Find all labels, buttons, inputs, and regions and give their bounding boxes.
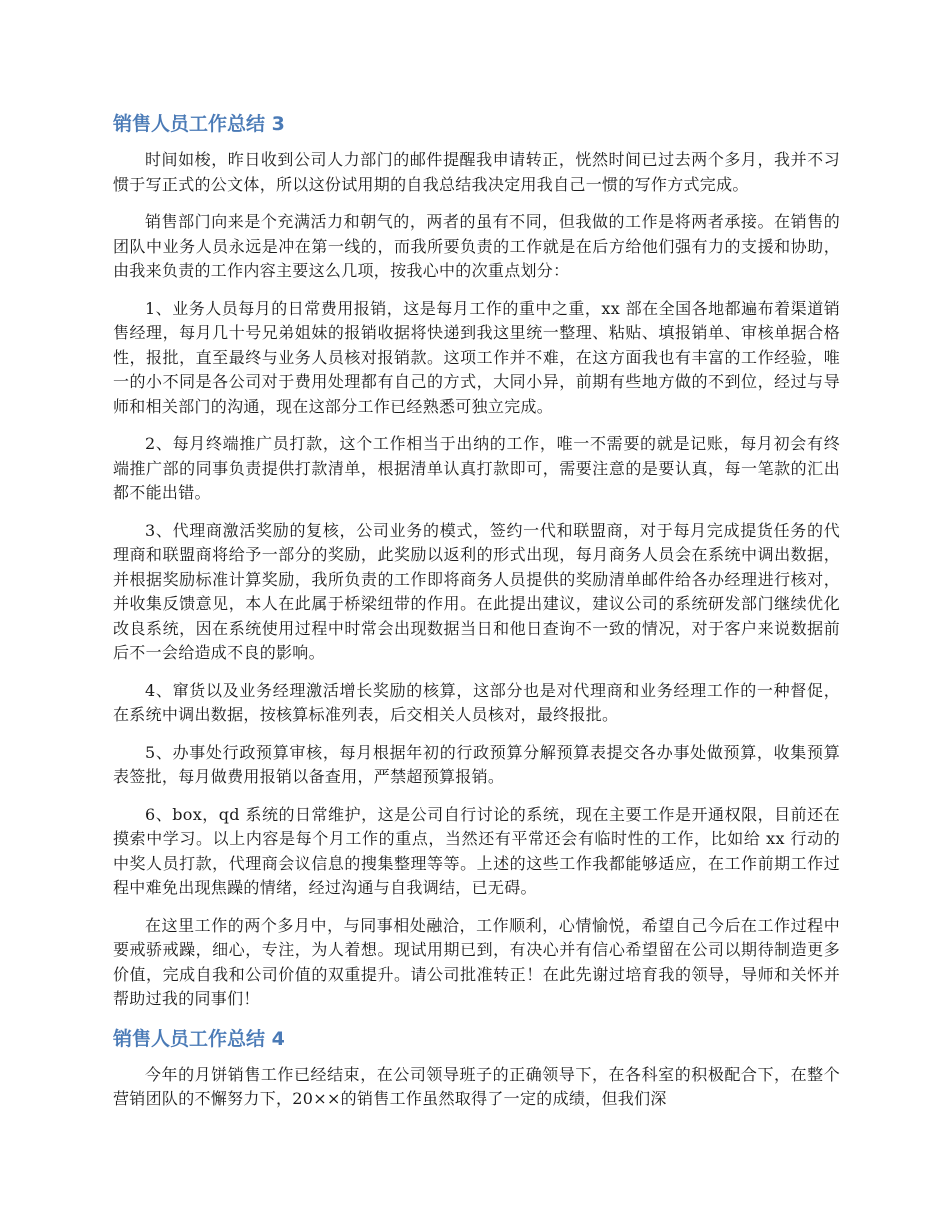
section-title: 销售人员工作总结 3	[113, 113, 285, 135]
paragraph: 4、窜货以及业务经理激活增长奖励的核算，这部分也是对代理商和业务经理工作的一种督促，在系统中调出数据，按核算标准列表，后交相关人员核对，最终报批。	[113, 680, 840, 724]
paragraph: 5、办事处行政预算审核，每月根据年初的行政预算分解预算表提交各办事处做预算，收集预算表签批，每月做费用报销以备查用，严禁超预算报销。	[113, 742, 840, 786]
paragraph: 在这里工作的两个多月中，与同事相处融洽，工作顺利，心情愉悦，希望自己今后在工作过程中要戒骄戒躁，细心，专注，为人着想。现试用期已到，有决心并有信心希望留在公司以期待制造更多价值，完成自我和公司价值的双重提升。请公司批准转正！在此先谢过培育我的领导，导师和关怀并帮助过我的同事们！	[113, 915, 840, 1008]
paragraph: 销售部门向来是个充满活力和朝气的，两者的虽有不同，但我做的工作是将两者承接。在销售的团队中业务人员永远是冲在第一线的，而我所要负责的工作就是在后方给他们强有力的支援和协助，由我来负责的工作内容主要这么几项，按我心中的次重点划分：	[113, 212, 840, 280]
paragraph: 1、业务人员每月的日常费用报销，这是每月工作的重中之重，xx 部在全国各地都遍布着渠道销售经理，每月几十号兄弟姐妹的报销收据将快递到我这里统一整理、粘贴、填报销单、审核单据合格性，报批，直至最终与业务人员核对报销款。这项工作并不难，在这方面我也有丰富的工作经验，唯一的小不同是各公司对于费用处理都有自己的方式，大同小异，前期有些地方做的不到位，经过与导师和相关部门的沟通，现在这部分工作已经熟悉可独立完成。	[113, 298, 840, 416]
document-page	[113, 110, 840, 1125]
paragraph: 今年的月饼销售工作已经结束，在公司领导班子的正确领导下，在各科室的积极配合下，在整个营销团队的不懈努力下，20××的销售工作虽然取得了一定的成绩，但我们深	[113, 1064, 840, 1108]
paragraph: 6、box，qd 系统的日常维护，这是公司自行讨论的系统，现在主要工作是开通权限，目前还在摸索中学习。以上内容是每个月工作的重点，当然还有平常还会有临时性的工作，比如给 xx 行动的中奖人员打款，代理商会议信息的搜集整理等等。上述的这些工作我都能够适应，在工作前期工作过程中难免出现焦躁的情绪，经过沟通与自我调结，已无碍。	[113, 804, 840, 897]
paragraph: 时间如梭，昨日收到公司人力部门的邮件提醒我申请转正，恍然时间已过去两个多月，我并不习惯于写正式的公文体，所以这份试用期的自我总结我决定用我自己一惯的写作方式完成。	[113, 150, 840, 194]
section-title: 销售人员工作总结 4	[113, 1027, 285, 1050]
paragraph: 2、每月终端推广员打款，这个工作相当于出纳的工作，唯一不需要的就是记账，每月初会有终端推广部的同事负责提供打款清单，根据清单认真打款即可，需要注意的是要认真，每一笔款的汇出都不能出错。	[113, 434, 840, 502]
paragraph: 3、代理商激活奖励的复核，公司业务的模式，签约一代和联盟商，对于每月完成提货任务的代理商和联盟商将给予一部分的奖励，此奖励以返利的形式出现，每月商务人员会在系统中调出数据，并根据奖励标准计算奖励，我所负责的工作即将商务人员提供的奖励清单邮件给各办经理进行核对，并收集反馈意见，本人在此属于桥梁纽带的作用。在此提出建议，建议公司的系统研发部门继续优化改良系统，因在系统使用过程中时常会出现数据当日和他日查询不一致的情况，对于客户来说数据前后不一会给造成不良的影响。	[113, 520, 840, 662]
